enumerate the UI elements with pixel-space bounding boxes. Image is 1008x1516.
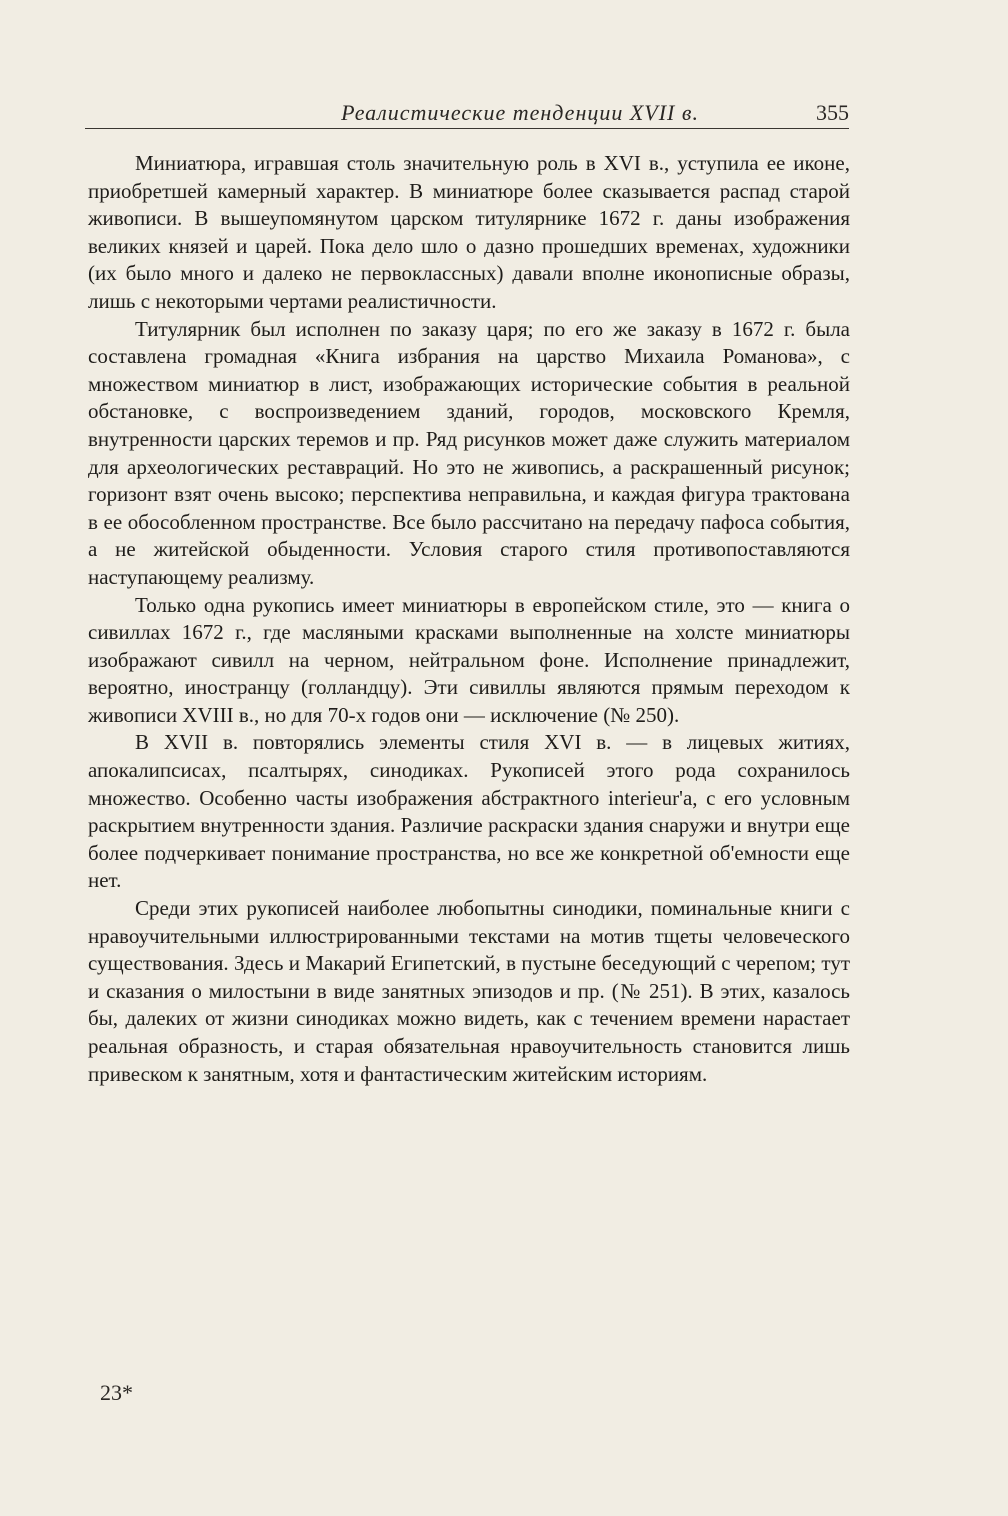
signature-mark: 23* (100, 1380, 133, 1405)
paragraph: Среди этих рукописей наиболее любопытны синодики, поминальные книги с нравоучительными иллюстрированными текстами на мотив тщеты человеческого существования. Здесь и Макарий Египетский, в пустыне беседующий с черепом; тут и сказания о милостыни в виде занятных эпизодов и пр. (№ 251). В этих, казалось бы, далеких от жизни синодиках можно видеть, как с течением времени нарастает реальная образность, и старая обязательная нравоучительность становится лишь привеском к занятным, хотя и фантастическим житейским историям. (88, 896, 850, 1086)
body-text (88, 150, 850, 1088)
header-rule (85, 128, 849, 129)
paragraph: Миниатюра, игравшая столь значительную роль в XVI в., уступила ее иконе, приобретшей камерный характер. В миниатюре более сказывается распад старой живописи. В вышеупомянутом царском титулярнике 1672 г. даны изображения великих князей и царей. Пока дело шло о дазно прошедших временах, художники (их было много и далеко не первоклассных) давали вполне иконописные образы, лишь с некоторыми чертами реалистичности. (88, 151, 850, 313)
paragraph: Только одна рукопись имеет миниатюры в европейском стиле, это — книга о сивиллах 1672 г., где масляными красками выполненные на холсте миниатюры изображают сивилл на черном, нейтральном фоне. Исполнение принадлежит, вероятно, иностранцу (голландцу). Эти сивиллы являются прямым переходом к живописи XVIII в., но для 70-х годов они — исключение (№ 250). (88, 592, 850, 727)
running-title: Реалистические тенденции XVII в. (341, 100, 699, 125)
running-head (85, 96, 849, 128)
paragraph: В XVII в. повторялись элементы стиля XVI в. — в лицевых житиях, апокалипсисах, псалтырях, синодиках. Рукописей этого рода сохранилось множество. Особенно часты изображения абстрактного interieur'а, с его условным раскрытием внутренности здания. Различие раскраски здания снаружи и внутри еще более подчеркивает понимание пространства, но все же конкретной об'емности еще нет. (88, 730, 850, 893)
paragraph: Титулярник был исполнен по заказу царя; по его же заказу в 1672 г. была составлена громадная «Книга избрания на царство Михаила Романова», с множеством миниатюр в лист, изображающих исторические события в реальной обстановке, с воспроизведением зданий, городов, московского Кремля, внутренности царских теремов и пр. Ряд рисунков может даже служить материалом для археологических реставраций. Но это не живопись, а раскрашенный рисунок; горизонт взят очень высоко; перспектива неправильна, и каждая фигура трактована в ее обособленном пространстве. Все было рассчитано на передачу пафоса события, а не житейской обыденности. Условия старого стиля противопоставляются наступающему реализму. (88, 316, 850, 589)
page-number: 355 (816, 100, 849, 125)
